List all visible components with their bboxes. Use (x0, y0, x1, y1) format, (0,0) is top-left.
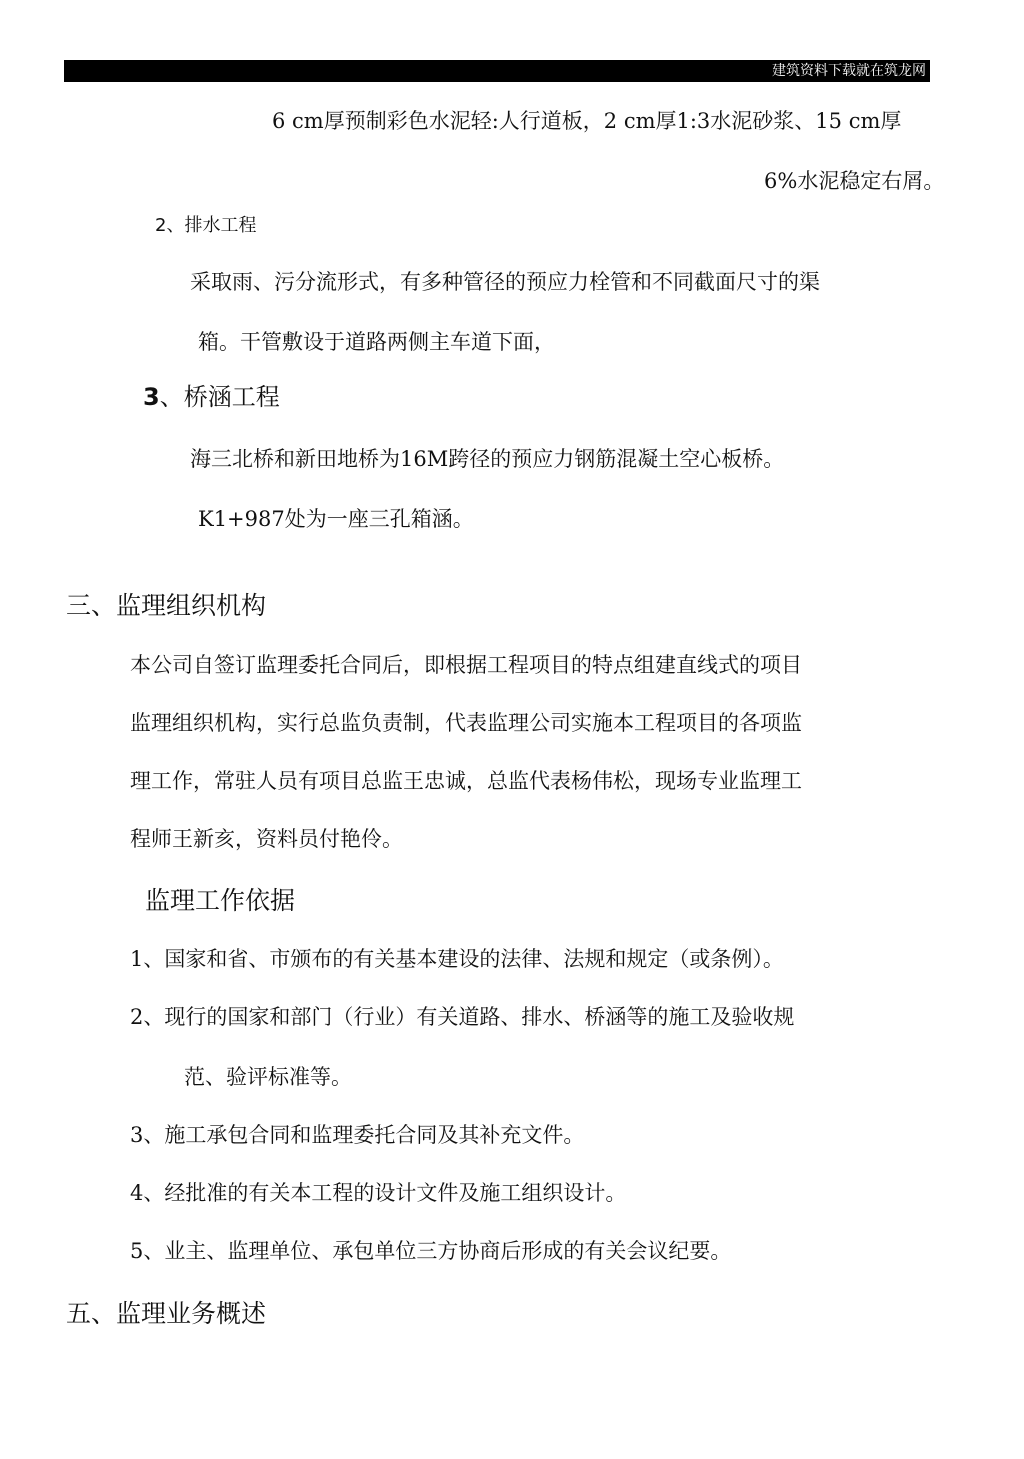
paragraph-line: 理工作，常驻人员有项目总监王忠诚，总监代表杨伟松，现场专业监理工 (130, 769, 802, 793)
chapter-heading-organization: 三、监理组织机构 (66, 591, 267, 620)
paragraph-line: K1+987处为一座三孔箱涵。 (198, 507, 474, 531)
paragraph-line: 6 cm厚预制彩色水泥轻:人行道板，2 cm厚1:3水泥砂浆、15 cm厚 (272, 109, 902, 133)
list-item: 4、经批准的有关本工程的设计文件及施工组织设计。 (130, 1181, 627, 1205)
list-item: 5、业主、监理单位、承包单位三方协商后形成的有关会议纪要。 (130, 1239, 732, 1263)
banner-text: 建筑资料下载就在筑龙网 (772, 63, 926, 79)
paragraph-line: 程师王新亥，资料员付艳伶。 (130, 827, 403, 851)
header-banner (64, 60, 930, 82)
list-item: 3、施工承包合同和监理委托合同及其补充文件。 (130, 1123, 585, 1147)
chapter-heading-overview: 五、监理业务概述 (66, 1299, 267, 1328)
section-heading-bridges (143, 382, 280, 412)
list-item-continuation: 范、验评标准等。 (184, 1065, 352, 1089)
section-title: 、桥涵工程 (159, 383, 280, 411)
section-heading-drainage (155, 214, 256, 238)
section-heading-basis: 监理工作依据 (145, 886, 296, 915)
paragraph-line: 监理组织机构，实行总监负责制，代表监理公司实施本工程项目的各项监 (130, 711, 802, 735)
list-item: 1、国家和省、市颁布的有关基本建设的法律、法规和规定（或条例）。 (130, 947, 784, 971)
paragraph-line: 本公司自签订监理委托合同后，即根据工程项目的特点组建直线式的项目 (130, 653, 802, 677)
section-number: 2 (155, 215, 167, 236)
section-number: 3 (143, 383, 160, 411)
paragraph-line: 海三北桥和新田地桥为16M跨径的预应力钢筋混凝土空心板桥。 (190, 447, 785, 471)
section-title: 、排水工程 (166, 215, 257, 236)
list-item: 2、现行的国家和部门（行业）有关道路、排水、桥涵等的施工及验收规 (130, 1005, 795, 1029)
paragraph-line: 采取雨、污分流形式，有多种管径的预应力栓管和不同截面尺寸的渠 (190, 270, 820, 294)
paragraph-line: 6%水泥稳定右屑。 (764, 169, 945, 193)
paragraph-line: 箱。干管敷设于道路两侧主车道下面， (198, 330, 555, 354)
